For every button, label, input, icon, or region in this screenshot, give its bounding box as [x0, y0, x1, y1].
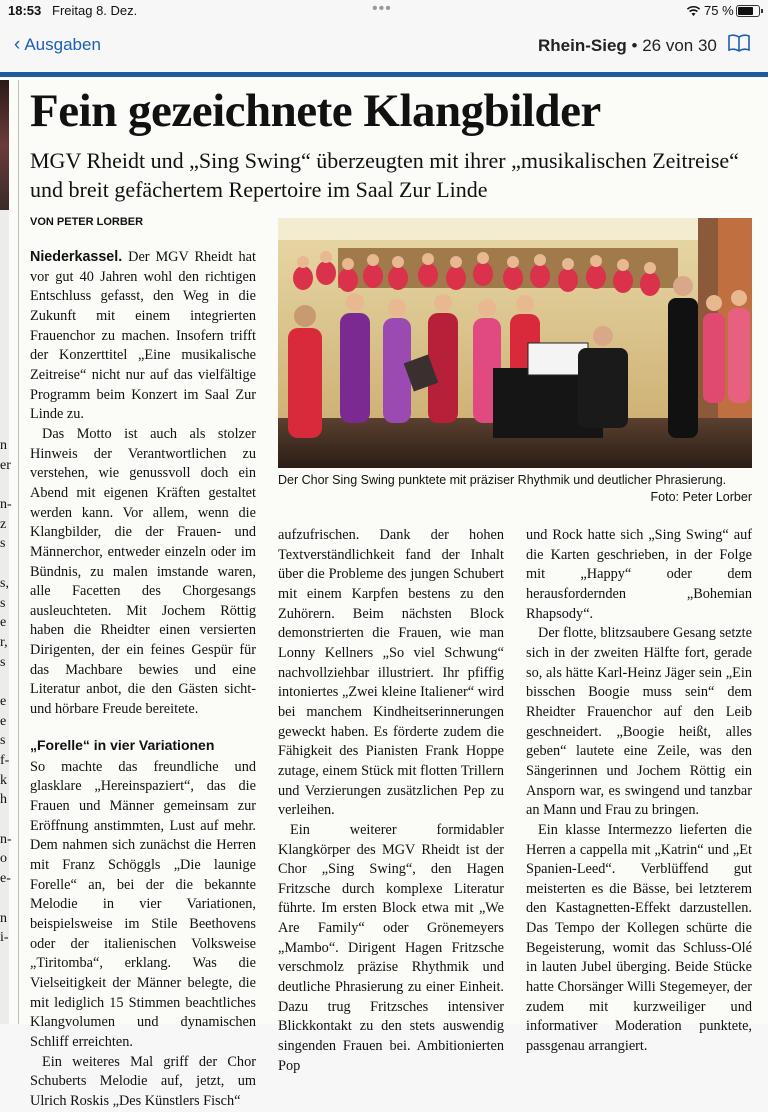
fragment-line: s: [0, 733, 6, 749]
fragment-line: f-: [0, 753, 10, 768]
fragment-line: er: [0, 457, 11, 473]
section-name: Rhein-Sieg: [538, 36, 627, 55]
article-headline: Fein gezeichnete Klangbilder: [30, 85, 601, 137]
paragraph: und Rock hatte sich „Sing Swing“ auf die Karten geschrieben, in der Folge mit „Happy“ oder dem herausfordernden „Bohemian Rhapsody“.: [526, 527, 752, 622]
fragment-line: n-: [0, 497, 12, 513]
fragment-line: n: [0, 438, 7, 453]
fragment-line: k: [0, 772, 7, 788]
paragraph: Der flotte, blitzsaubere Gesang setzte sich in der zweiten Hälfte fort, gerade so, als hätte Karl-Heinz Jäger sein „Ein bisschen Boogie muss sein“ dem Rheidter Frauenchor auf den Leib geschneidert. „Boogie heißt, alles geben“ lautete eine Zeile, was den Sängerinnen und Jochem Röttig ein Ansporn war, es swingend und tanzbar an Mann und Frau zu bringen.: [526, 625, 752, 819]
article-subhead: „Forelle“ in vier Variationen: [30, 736, 215, 753]
fragment-line: s,: [0, 575, 9, 591]
fragment-line: [0, 672, 12, 692]
paragraph: aufzufrischen. Dank der hohen Textverständlichkeit fand der Inhalt über die Probleme des jungen Schubert mit einem Karpfen bestens zu den Zuhörern. Beim nächsten Block demonstrierten die Frauen, wie man Lonny Kellners „So viel Schwung“ nachvollziehbar illustriert. Ihr pfiffig intoniertes „Zwei kleine Italiener“ wird bei manchem Kindheitserinnerungen geweckt haben. Es förderte zudem die Fähigkeit des Pianisten Frank Hoppe zutage, einem Stück mit flotten Trillern und Verzierungen zusätzlichen Pep zu verleihen.: [278, 527, 504, 819]
header-rule: [0, 72, 768, 77]
fragment-line: e: [0, 693, 7, 709]
nav-bar: [0, 22, 768, 72]
paragraph: Niederkassel. Der MGV Rheidt hat vor gut 40 Jahren wohl den richtigen Entschluss gefasst, den Weg in die Zukunft mit einem integrierten Frauenchor zu machen. Insofern trifft der Konzerttitel „Eine musikalische Zeitreise“ nicht nur auf das vielfältige Programm beim Konzert im Saal Zur Linde zu.: [30, 249, 256, 423]
fragment-line: [0, 554, 12, 574]
choir-photo-image: [278, 218, 752, 468]
article-column-2: [278, 526, 504, 1076]
more-dots-icon[interactable]: •••: [372, 0, 392, 17]
fragment-line: [0, 475, 12, 495]
fragment-line: i-: [0, 930, 9, 946]
photo-caption: [278, 472, 752, 504]
article-column-3: [526, 526, 752, 1057]
back-label: Ausgaben: [24, 35, 101, 54]
fragment-line: s: [0, 536, 6, 552]
fragment-line: n: [0, 910, 7, 926]
paragraph: So machte das freundliche und glasklare „Hereinspaziert“, das die Frauen und Männer gemeinsam zur Eröffnung anstimmten, Lust auf mehr. Dem nahmen sich zunächst die Herren mit Franz Schöggls „Die launige Forelle“ an, bei der die bekannte Melodie in vier Variationen, beispielsweise im Stile Beethovens oder der italienischen Volksweise „Tiritomba“, erklang. Was die Vielseitigkeit der Männer belegte, die mit lediglich 15 Stimmen beachtliches Klangvolumen und dynamischen Schliff erreichten.: [30, 758, 256, 1050]
status-time: 18:53: [8, 3, 42, 18]
fragment-line: z: [0, 516, 7, 532]
fragment-line: [0, 889, 12, 909]
fragment-line: n-: [0, 831, 12, 847]
fragment-line: e: [0, 615, 7, 631]
lead-place: Niederkassel.: [30, 249, 123, 265]
fragment-line: s: [0, 654, 6, 670]
fragment-line: r,: [0, 634, 8, 650]
battery-icon: [736, 5, 760, 17]
paragraph: Ein klasse Intermezzo lieferten die Herren a cappella mit „Katrin“ und „Et Spanien-Leed“. Verblüffend gut meisterten es die Bässe, bei letzterem den Kastagnetten-Effekt darzustellen. Das Tempo der Kollegen schürte die Begeisterung, womit das Schluss-Olé in lauten Jubel überging. Beide Stücke hatte Chorsänger Willi Stegemeyer, der zudem mit kurzweiliger und informativer Moderation punktete, passgenau arrangiert.: [526, 821, 752, 1055]
fragment-line: h: [0, 792, 7, 808]
status-bar: [0, 0, 768, 22]
wifi-icon: [686, 5, 701, 17]
caption-text: Der Chor Sing Swing punktete mit präziser Rhythmik und deutlicher Phrasierung.: [278, 473, 727, 487]
fragment-line: e-: [0, 871, 11, 887]
column-divider: [18, 80, 19, 1024]
book-icon[interactable]: [728, 34, 750, 52]
paragraph: Das Motto ist auch als stolzer Hinweis der Verantwortlichen zu verstehen, wie genussvoll doch ein Abend mit eigenen Kräften gestaltet werden kann. Vor allem, wenn die Klangbilder, die der Frauen- und Männerchor, entweder einzeln oder im Bündnis, zu malen imstande waren, alle Facetten des Chorgesangs ausleuchteten. Mit Jochem Röttig haben die Rheidter einen versierten Dirigenten, der ein feines Gespür für das Machbare bewies und eine Literatur anbot, die den Gästen sicht- und hörbare Freude bereitete.: [30, 425, 256, 718]
photo-credit: Foto: Peter Lorber: [650, 490, 752, 504]
battery-percent: 75 %: [704, 3, 734, 18]
edition-info: [538, 36, 717, 56]
previous-article-text-fragments: [0, 436, 12, 948]
fragment-line: [0, 810, 12, 830]
fragment-line: e: [0, 713, 7, 729]
fragment-line: o: [0, 851, 7, 867]
paragraph: Ein weiterer formidabler Klangkörper des MGV Rheidt ist der Chor „Sing Swing“, den Hagen Fritzsche durch komplexe Literatur führte. Im ersten Block etwa mit „We Are Family“ oder Grönemeyers „Mambo“. Dirigent Hagen Fritzsche verschmolz präzise Rhythmik und deutliche Phrasierung zu einer Einheit. Dazu trug Fritzsches intensiver Blickkontakt zu den stets auswendig singenden Frauen bei. Ambitionierten Pop: [278, 821, 504, 1074]
back-chevron-icon: ‹: [14, 34, 21, 55]
article-column-1: [30, 248, 256, 1112]
previous-article-photo: [0, 80, 9, 210]
page-counter: 26 von 30: [642, 36, 717, 55]
battery-fill: [738, 7, 753, 15]
status-date: Freitag 8. Dez.: [52, 3, 138, 18]
back-button[interactable]: [14, 34, 101, 56]
article-subtitle: MGV Rheidt und „Sing Swing“ überzeugten mit ihrer „musikalischen Zeitreise“ und breit gefächertem Repertoire im Saal Zur Linde: [30, 148, 739, 202]
choir-photo: [278, 218, 752, 468]
separator: •: [626, 36, 643, 55]
fragment-line: s: [0, 595, 6, 611]
article-byline: VON PETER LORBER: [30, 216, 144, 228]
paragraph: Ein weiteres Mal griff der Chor Schuberts Melodie auf, jetzt, um Ulrich Roskis „Des Künstlers Fisch“: [30, 1053, 256, 1109]
